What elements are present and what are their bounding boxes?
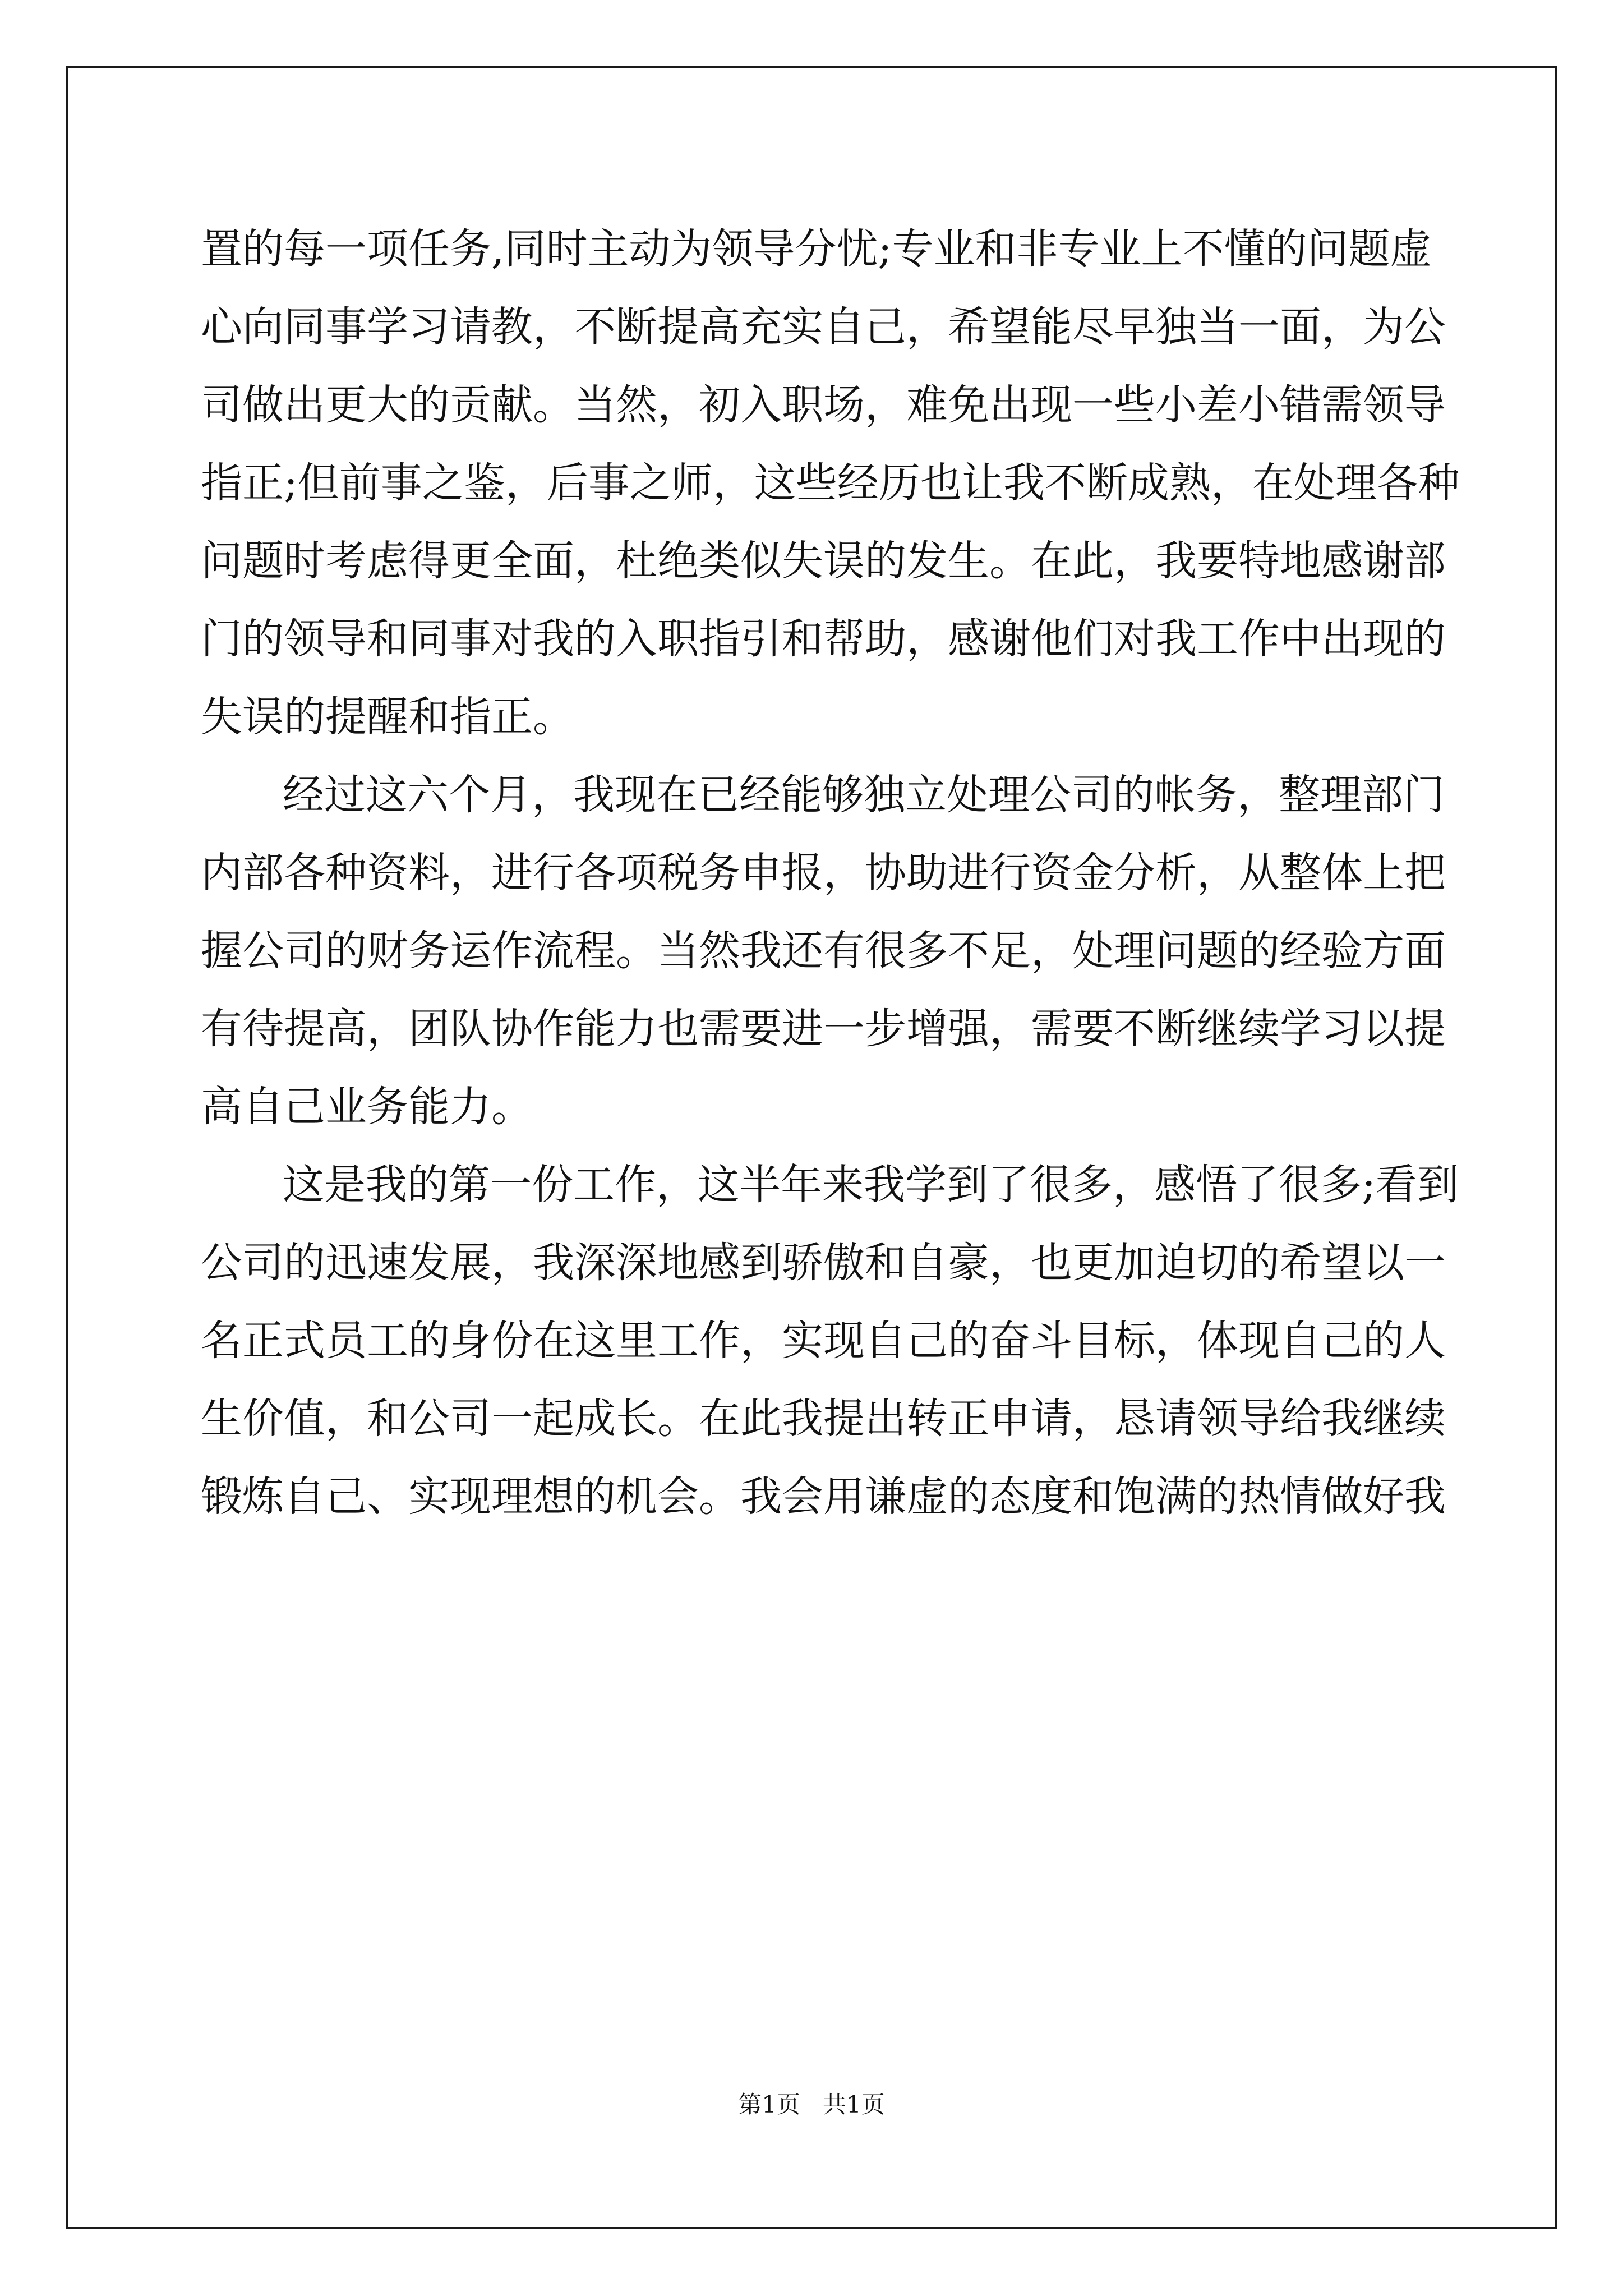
paragraph-line: 司做出更大的贡献。当然，初入职场，难免出现一些小差小错需领导: [201, 381, 1446, 429]
paragraph-line: 经过这六个月，我现在已经能够独立处理公司的帐务，整理部门: [283, 771, 1445, 819]
paragraph-line: 锻炼自己、实现理想的机会。我会用谦虚的态度和饱满的热情做好我: [201, 1473, 1446, 1521]
paragraph-line: 高自己业务能力。: [201, 1083, 533, 1131]
paragraph-line: 内部各种资料，进行各项税务申报，协助进行资金分析，从整体上把: [201, 849, 1446, 897]
paragraph-line: 有待提高，团队协作能力也需要进一步增强，需要不断继续学习以提: [201, 1005, 1446, 1053]
paragraph-line: 名正式员工的身份在这里工作，实现自己的奋斗目标，体现自己的人: [201, 1317, 1446, 1365]
paragraph-line: 握公司的财务运作流程。当然我还有很多不足，处理问题的经验方面: [201, 927, 1446, 975]
paragraph-line: 门的领导和同事对我的入职指引和帮助，感谢他们对我工作中出现的: [201, 615, 1446, 663]
paragraph-line: 置的每一项任务,同时主动为领导分忧;专业和非专业上不懂的问题虚: [201, 225, 1432, 273]
paragraph-line: 指正;但前事之鉴，后事之师，这些经历也让我不断成熟，在处理各种: [201, 459, 1460, 507]
paragraph-line: 心向同事学习请教，不断提高充实自己，希望能尽早独当一面，为公: [201, 303, 1446, 351]
paragraph-line: 生价值，和公司一起成长。在此我提出转正申请，恳请领导给我继续: [201, 1395, 1446, 1443]
paragraph-line: 这是我的第一份工作，这半年来我学到了很多，感悟了很多;看到: [283, 1161, 1459, 1209]
paragraph-line: 失误的提醒和指正。: [201, 693, 574, 741]
paragraph-line: 公司的迅速发展，我深深地感到骄傲和自豪，也更加迫切的希望以一: [201, 1239, 1446, 1287]
paragraph-line: 问题时考虑得更全面，杜绝类似失误的发生。在此，我要特地感谢部: [201, 537, 1446, 585]
page-number-footer: 第1页 共1页: [738, 2091, 885, 2118]
